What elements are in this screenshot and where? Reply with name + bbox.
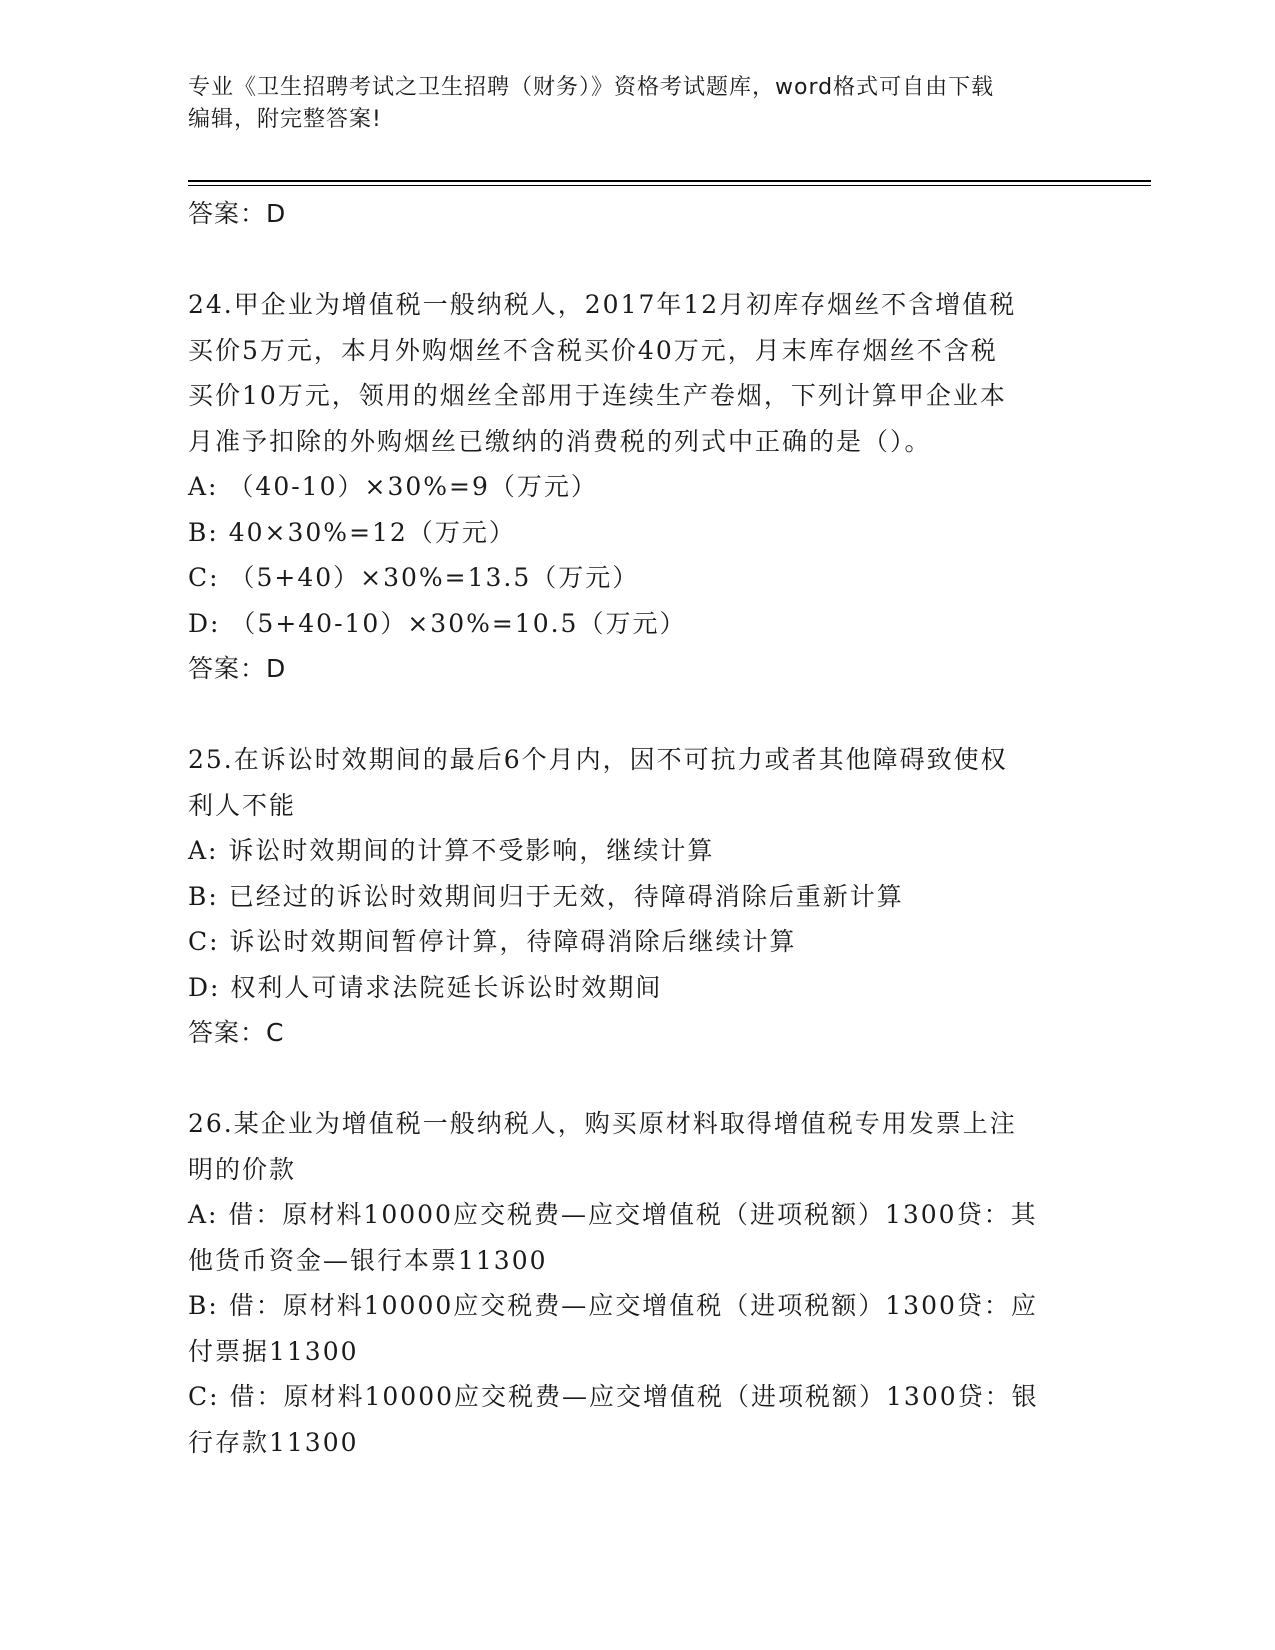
question-content (188, 191, 1088, 1465)
option-d: D: （5+40-10）×30%=10.5（万元） (188, 608, 687, 638)
question-stem-line: 利人不能 (188, 790, 297, 820)
option-a-continued: 他货币资金—银行本票11300 (188, 1245, 548, 1275)
question-stem-line: 买价10万元，领用的烟丝全部用于连续生产卷烟，下列计算甲企业本 (188, 381, 1007, 410)
question-24 (188, 282, 1088, 692)
option-a: A: （40-10）×30%=9（万元） (188, 472, 598, 501)
header-divider-thin (188, 185, 1151, 186)
spacer (188, 692, 1088, 738)
question-stem-line: 24.甲企业为增值税一般纳税人，2017年12月初库存烟丝不含增值税 (188, 290, 1017, 319)
question-stem-line: 25.在诉讼时效期间的最后6个月内，因不可抗力或者其他障碍致使权 (188, 745, 1008, 774)
question-stem-line: 月准予扣除的外购烟丝已缴纳的消费税的列式中正确的是（）。 (188, 426, 932, 456)
option-c: C: 诉讼时效期间暂停计算，待障碍消除后继续计算 (188, 927, 797, 956)
option-b: B: 借：原材料10000应交税费—应交增值税（进项税额）1300贷：应 (188, 1291, 1038, 1320)
option-c: C: （5+40）×30%=13.5（万元） (188, 563, 640, 592)
question-26 (188, 1101, 1088, 1465)
question-stem-line: 26.某企业为增值税一般纳税人，购买原材料取得增值税专用发票上注 (188, 1109, 1017, 1138)
header-divider-thick (188, 180, 1151, 182)
option-b: B: 已经过的诉讼时效期间归于无效，待障碍消除后重新计算 (188, 881, 904, 911)
page-header (188, 72, 1068, 136)
option-d: D: 权利人可请求法院延长诉讼时效期间 (188, 972, 663, 1002)
answer-line: 答案：D (188, 654, 287, 683)
option-c: C: 借：原材料10000应交税费—应交增值税（进项税额）1300贷：银 (188, 1382, 1039, 1411)
spacer (188, 237, 1088, 283)
question-stem-line: 明的价款 (188, 1154, 297, 1184)
answer-line: 答案：D (188, 199, 287, 228)
option-c-continued: 行存款11300 (188, 1427, 359, 1457)
option-a: A: 借：原材料10000应交税费—应交增值税（进项税额）1300贷：其 (188, 1200, 1038, 1229)
option-b-continued: 付票据11300 (188, 1336, 359, 1366)
header-line-1: 专业《卫生招聘考试之卫生招聘（财务）》资格考试题库，word格式可自由下载 (188, 75, 995, 100)
question-stem-line: 买价5万元，本月外购烟丝不含税买价40万元，月末库存烟丝不含税 (188, 335, 998, 365)
answer-line: 答案：C (188, 1018, 285, 1047)
question-25 (188, 737, 1088, 1056)
option-a: A: 诉讼时效期间的计算不受影响，继续计算 (188, 836, 715, 865)
spacer (188, 1056, 1088, 1102)
option-b: B: 40×30%=12（万元） (188, 517, 516, 547)
header-line-2: 编辑，附完整答案! (188, 107, 382, 132)
